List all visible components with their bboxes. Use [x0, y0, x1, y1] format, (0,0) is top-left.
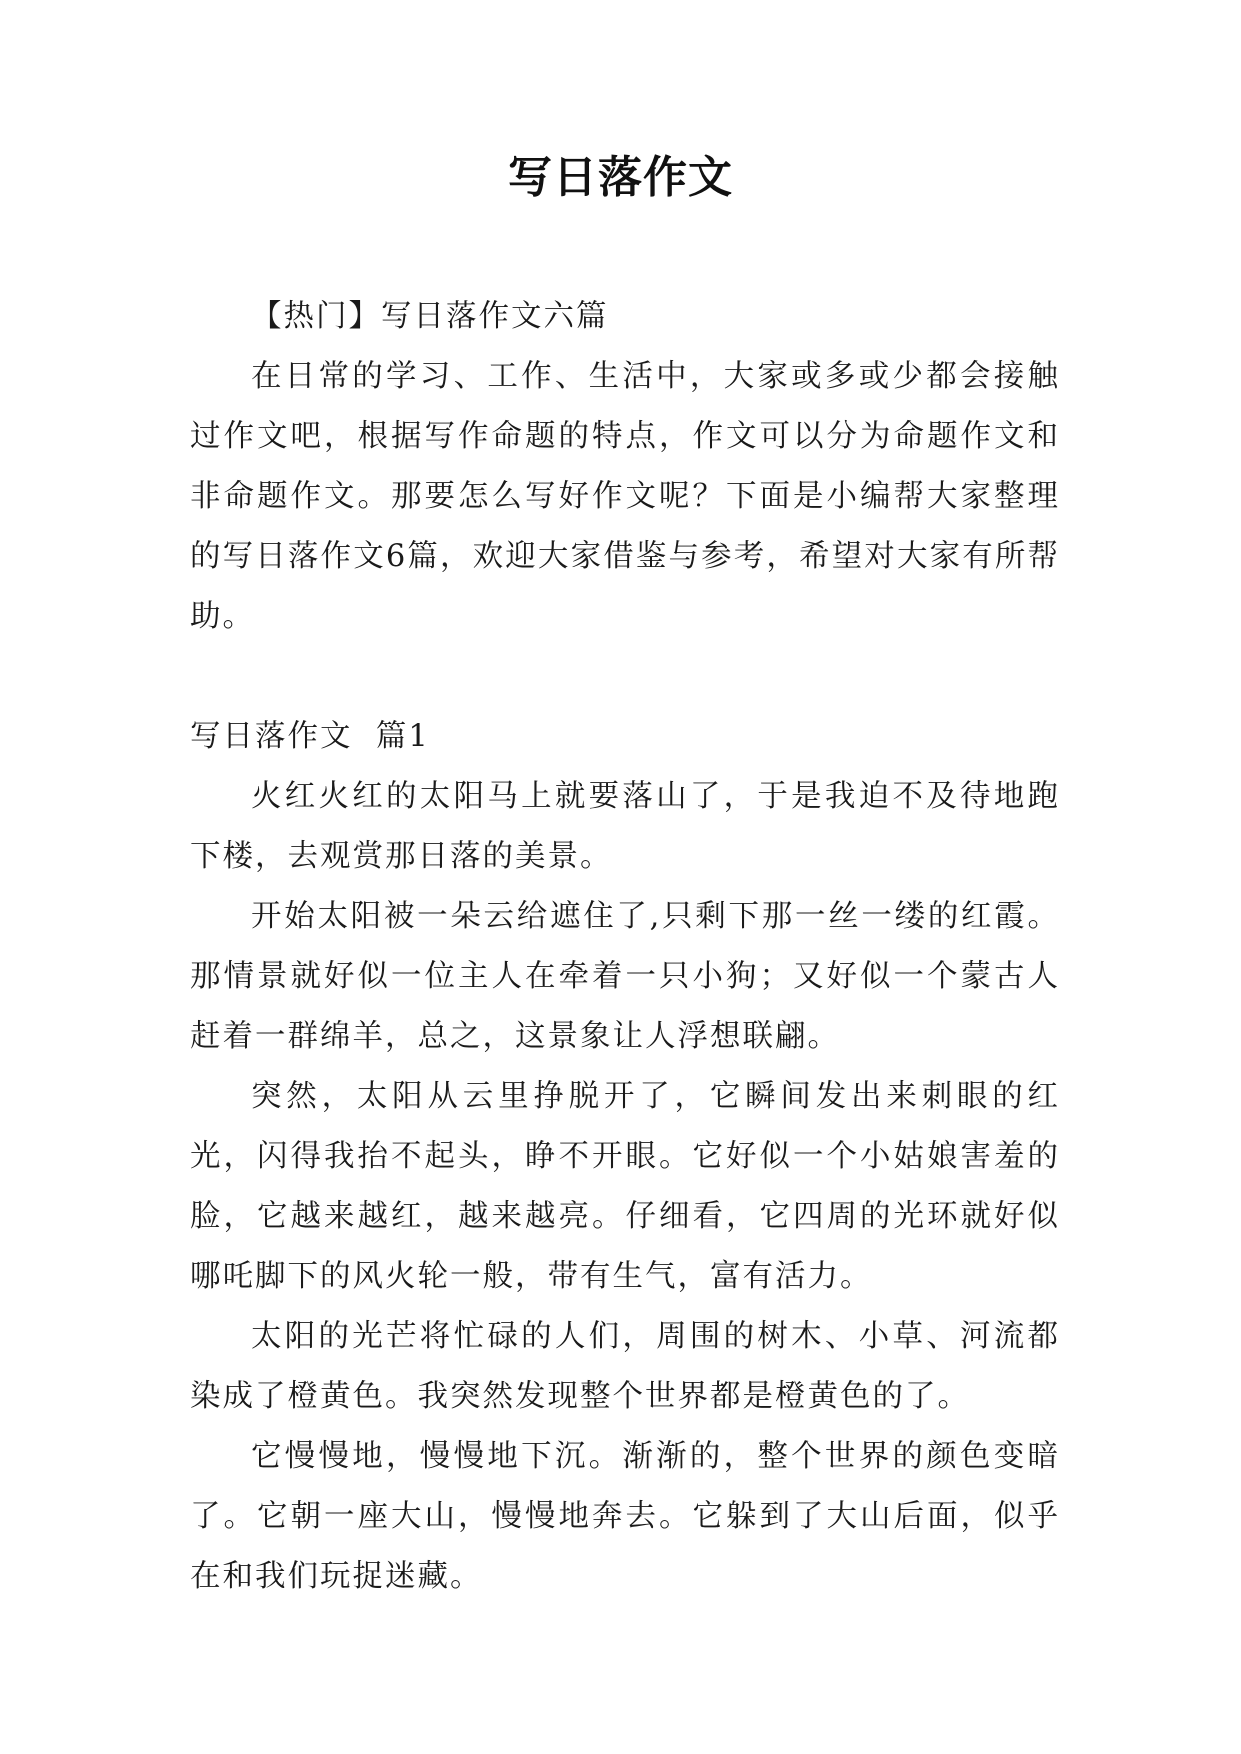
intro-paragraph: 在日常的学习、工作、生活中，大家或多或少都会接触过作文吧，根据写作命题的特点，作文可以分为命题作文和非命题作文。那要怎么写好作文呢？下面是小编帮大家整理的写日落作文6篇，欢迎大家借鉴与参考，希望对大家有所帮助。: [190, 359, 1060, 634]
essay-paragraph: 开始太阳被一朵云给遮住了,只剩下那一丝一缕的红霞。那情景就好似一位主人在牵着一只小狗；又好似一个蒙古人赶着一群绵羊，总之，这景象让人浮想联翩。: [190, 899, 1060, 1054]
section-heading: 写日落作文 篇1: [190, 719, 430, 754]
essay-paragraph: 太阳的光芒将忙碌的人们，周围的树木、小草、河流都染成了橙黄色。我突然发现整个世界都是橙黄色的了。: [190, 1319, 1060, 1414]
essay-paragraph: 火红火红的太阳马上就要落山了，于是我迫不及待地跑下楼，去观赏那日落的美景。: [190, 779, 1060, 874]
section-spacer: [190, 647, 1060, 707]
essay-paragraph: 突然，太阳从云里挣脱开了，它瞬间发出来刺眼的红光，闪得我抬不起头，睁不开眼。它好似一个小姑娘害羞的脸，它越来越红，越来越亮。仔细看，它四周的光环就好似哪吒脚下的风火轮一般，带有生气，富有活力。: [190, 1079, 1060, 1294]
document-body: [190, 287, 1060, 1607]
subheading: 【热门】写日落作文六篇: [251, 299, 609, 334]
essay-paragraph: 它慢慢地，慢慢地下沉。渐渐的，整个世界的颜色变暗了。它朝一座大山，慢慢地奔去。它躲到了大山后面，似乎在和我们玩捉迷藏。: [190, 1439, 1060, 1594]
document-title: 写日落作文: [508, 152, 733, 203]
